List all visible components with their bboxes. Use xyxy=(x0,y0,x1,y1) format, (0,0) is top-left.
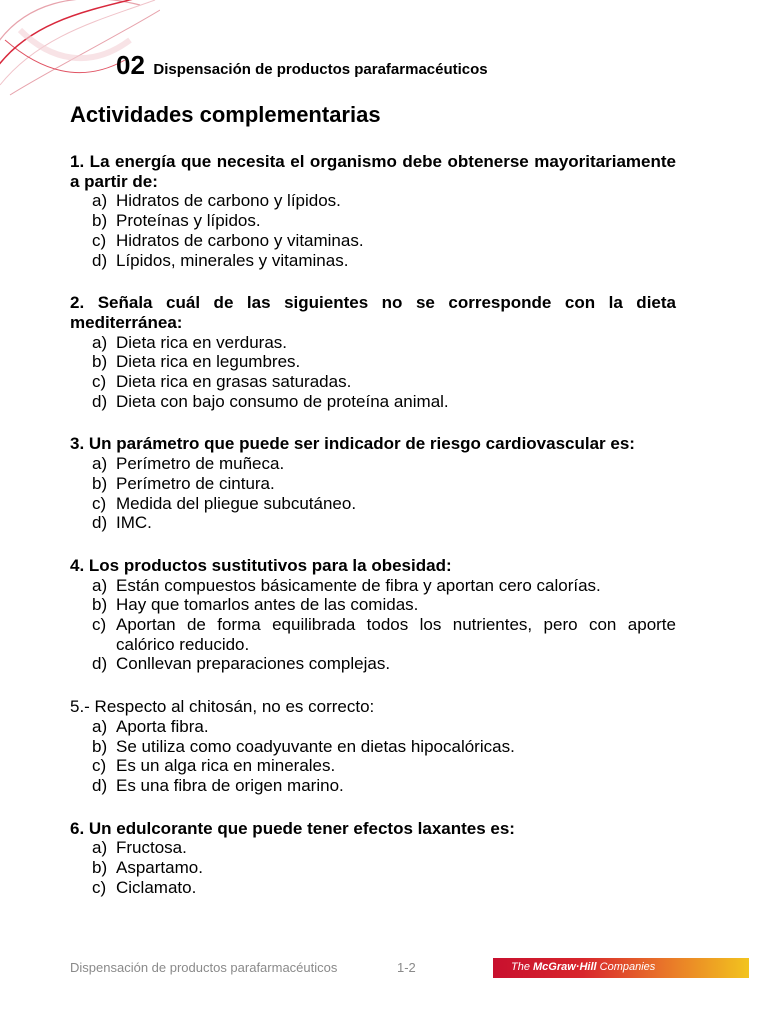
option-text: Aporta fibra. xyxy=(116,716,209,736)
chapter-title: Dispensación de productos parafarmacéuticos xyxy=(153,61,488,78)
option-list xyxy=(70,717,676,796)
option-letter: c) xyxy=(92,372,107,392)
option-item xyxy=(70,615,676,654)
option-item xyxy=(70,392,676,412)
option-item xyxy=(70,333,676,353)
option-item xyxy=(70,352,676,372)
option-list xyxy=(70,838,676,897)
option-item xyxy=(70,454,676,474)
option-letter: a) xyxy=(92,191,108,211)
option-item xyxy=(70,776,676,796)
option-text: Dieta con bajo consumo de proteína animal. xyxy=(116,391,449,411)
option-item xyxy=(70,494,676,514)
option-item xyxy=(70,858,676,878)
option-item xyxy=(70,211,676,231)
option-text: Perímetro de cintura. xyxy=(116,473,275,493)
option-item xyxy=(70,576,676,596)
option-text: Perímetro de muñeca. xyxy=(116,454,285,474)
option-letter: b) xyxy=(92,473,108,493)
option-text: Es un alga rica en minerales. xyxy=(116,756,336,776)
option-text: Hidratos de carbono y vitaminas. xyxy=(116,230,364,250)
footer-book-title: Dispensación de productos parafarmacéuticos xyxy=(70,960,338,975)
option-text: Hidratos de carbono y lípidos. xyxy=(116,191,341,211)
option-letter: a) xyxy=(92,454,108,474)
question-2 xyxy=(70,293,676,411)
option-text: Proteínas y lípidos. xyxy=(116,211,261,231)
option-item xyxy=(70,838,676,858)
option-letter: d) xyxy=(92,654,108,674)
option-letter: b) xyxy=(92,352,108,372)
option-list xyxy=(70,333,676,412)
option-item xyxy=(70,654,676,674)
option-item xyxy=(70,231,676,251)
option-letter: b) xyxy=(92,736,108,756)
option-letter: a) xyxy=(92,716,108,736)
option-letter: a) xyxy=(92,332,108,352)
option-item xyxy=(70,717,676,737)
chapter-number: 02 xyxy=(116,50,145,80)
question-list xyxy=(70,152,676,921)
question-text: 4. Los productos sustitutivos para la obesidad: xyxy=(70,555,452,575)
option-text: Dieta rica en grasas saturadas. xyxy=(116,372,352,392)
option-letter: c) xyxy=(92,493,107,513)
question-text: 3. Un parámetro que puede ser indicador de riesgo cardiovascular es: xyxy=(70,434,635,454)
publisher-name: McGraw·Hill xyxy=(533,961,597,973)
option-item xyxy=(70,474,676,494)
question-text: 5.- Respecto al chitosán, no es correcto: xyxy=(70,697,375,717)
publisher-logo-text xyxy=(511,961,655,973)
option-text: Conllevan preparaciones complejas. xyxy=(116,654,391,674)
option-item xyxy=(70,878,676,898)
option-list xyxy=(70,576,676,675)
option-text: Lípidos, minerales y vitaminas. xyxy=(116,250,349,270)
publisher-logo xyxy=(493,958,749,978)
option-item xyxy=(70,737,676,757)
option-letter: a) xyxy=(92,575,108,595)
publisher-suffix: Companies xyxy=(596,961,656,973)
option-letter: c) xyxy=(92,756,107,776)
publisher-prefix: The xyxy=(511,961,534,973)
option-letter: b) xyxy=(92,595,108,615)
section-title: Actividades complementarias xyxy=(70,102,381,127)
option-text: Dieta rica en legumbres. xyxy=(116,352,301,372)
option-letter: a) xyxy=(92,838,108,858)
question-4 xyxy=(70,556,676,674)
option-letter: b) xyxy=(92,858,108,878)
option-letter: d) xyxy=(92,513,108,533)
option-text: Hay que tomarlos antes de las comidas. xyxy=(116,595,419,615)
option-text: IMC. xyxy=(116,513,152,533)
option-letter: c) xyxy=(92,615,107,635)
question-text: 1. La energía que necesita el organismo debe obtenerse mayoritariamente a partir de: xyxy=(70,152,676,191)
option-list xyxy=(70,454,676,533)
option-text: Están compuestos básicamente de fibra y aportan cero calorías. xyxy=(116,575,601,595)
option-text: Fructosa. xyxy=(116,838,187,858)
option-text: Ciclamato. xyxy=(116,877,197,897)
option-letter: d) xyxy=(92,775,108,795)
option-item xyxy=(70,595,676,615)
option-text: Aportan de forma equilibrada todos los nutrientes, pero con aporte calórico reducido. xyxy=(116,615,676,654)
option-item xyxy=(70,756,676,776)
question-6 xyxy=(70,819,676,898)
option-text: Es una fibra de origen marino. xyxy=(116,775,344,795)
question-1 xyxy=(70,152,676,270)
option-list xyxy=(70,191,676,270)
question-5 xyxy=(70,697,676,796)
chapter-header xyxy=(116,50,488,81)
option-letter: c) xyxy=(92,230,107,250)
option-letter: d) xyxy=(92,391,108,411)
option-text: Aspartamo. xyxy=(116,858,203,878)
option-item xyxy=(70,513,676,533)
option-letter: b) xyxy=(92,211,108,231)
option-item xyxy=(70,372,676,392)
option-item xyxy=(70,191,676,211)
option-text: Se utiliza como coadyuvante en dietas hipocalóricas. xyxy=(116,736,515,756)
question-text: 2. Señala cuál de las siguientes no se corresponde con la dieta mediterránea: xyxy=(70,293,676,332)
option-text: Medida del pliegue subcutáneo. xyxy=(116,493,357,513)
option-letter: d) xyxy=(92,250,108,270)
option-item xyxy=(70,251,676,271)
option-letter: c) xyxy=(92,877,107,897)
question-3 xyxy=(70,434,676,533)
option-text: Dieta rica en verduras. xyxy=(116,332,288,352)
footer-page-number: 1-2 xyxy=(397,960,416,975)
question-text: 6. Un edulcorante que puede tener efectos laxantes es: xyxy=(70,818,515,838)
